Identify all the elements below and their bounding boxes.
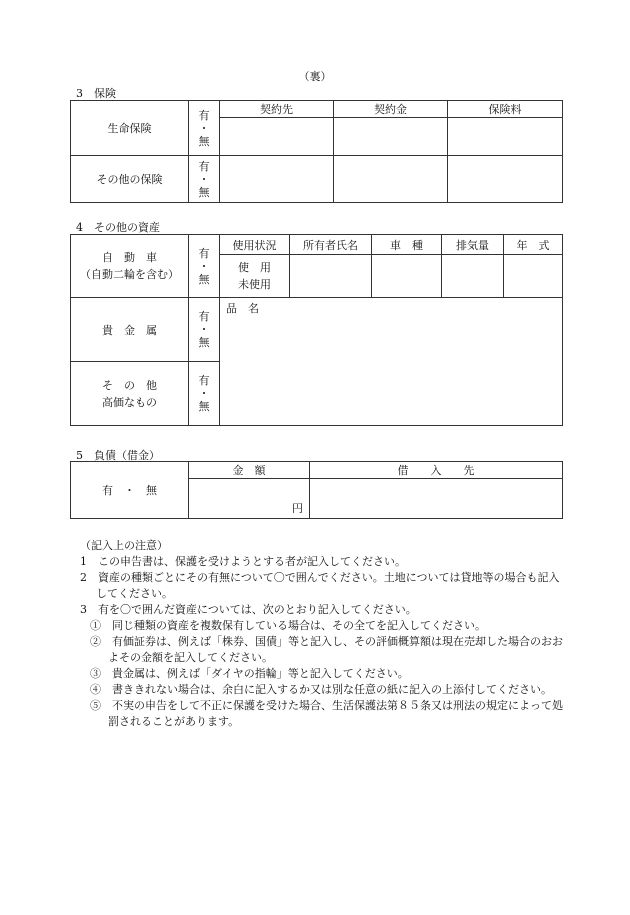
- insurance-header-premium: 保険料: [448, 101, 563, 118]
- note-subitem: ② 有価証券は、例えば「株券、国債」等と記入し、その評価概算額は現在売却した場合のおおよその金額を記入してください。: [90, 635, 563, 664]
- usage-unused: 未使用: [238, 278, 271, 291]
- car-label: [71, 235, 189, 298]
- dot-mark: ・: [198, 323, 210, 336]
- insurance-row-label: 生命保険: [71, 101, 189, 156]
- dot-mark: ・: [198, 121, 210, 135]
- assets-table: [70, 234, 563, 426]
- debt-lender-cell[interactable]: [310, 479, 563, 519]
- other-label-main: そ の 他: [102, 378, 157, 392]
- note-subitem: ③ 貴金属は、例えば「ダイヤの指輪」等と記入してください。: [90, 667, 409, 680]
- no-mark: 無: [198, 134, 210, 148]
- usage-status-cell[interactable]: [220, 255, 290, 298]
- yes-mark: 有: [198, 310, 210, 323]
- debt-presence[interactable]: 有 ・ 無: [71, 462, 189, 519]
- dot-mark: ・: [198, 259, 210, 273]
- yes-mark: 有: [198, 246, 210, 260]
- note-subitem: ⑤ 不実の申告をして不正に保護を受けた場合、生活保護法第８５条又は刑法の規定によって処罰されることがあります。: [90, 699, 563, 728]
- car-header-model: 車 種: [372, 235, 442, 255]
- no-mark: 無: [198, 336, 210, 349]
- input-cell[interactable]: [442, 255, 504, 298]
- input-cell[interactable]: [334, 118, 448, 156]
- insurance-table: [70, 100, 563, 203]
- input-cell[interactable]: [220, 156, 334, 203]
- precious-metal-label: 貴 金 属: [71, 298, 189, 362]
- dot-mark: ・: [198, 387, 210, 400]
- notes: [80, 538, 570, 730]
- car-label-main: 自 動 車: [102, 251, 157, 264]
- item-name-label: 品 名: [226, 302, 259, 315]
- insurance-header-amount: 契約金: [334, 101, 448, 118]
- yes-mark: 有: [198, 374, 210, 387]
- insurance-row-label: その他の保険: [71, 156, 189, 203]
- page-label: （裏）: [298, 70, 332, 83]
- car-label-sub: （自動二輪を含む）: [80, 268, 179, 281]
- no-mark: 無: [198, 400, 210, 413]
- note-subitem: ① 同じ種類の資産を複数保有している場合は、その全てを記入してください。: [90, 619, 486, 632]
- item-name-cell[interactable]: [220, 298, 563, 426]
- presence-marker[interactable]: [189, 235, 220, 298]
- input-cell[interactable]: [220, 118, 334, 156]
- usage-in-use: 使 用: [238, 261, 271, 274]
- debt-amount-header: 金 額: [189, 462, 310, 479]
- yes-mark: 有: [198, 159, 210, 173]
- other-label-sub: 高価なもの: [102, 395, 157, 409]
- input-cell[interactable]: [334, 156, 448, 203]
- assets-section-title: 4 その他の資産: [76, 221, 160, 234]
- input-cell[interactable]: [504, 255, 563, 298]
- presence-marker[interactable]: [189, 101, 220, 156]
- input-cell[interactable]: [448, 118, 563, 156]
- input-cell[interactable]: [448, 156, 563, 203]
- note-item: 2 資産の種類ごとにその有無について〇で囲んでください。土地については貸地等の場合も記入してください。: [80, 571, 560, 600]
- other-valuables-label: [71, 362, 189, 426]
- insurance-section-title: 3 保険: [76, 87, 116, 100]
- note-subitem: ④ 書ききれない場合は、余白に記入するか又は別な任意の紙に記入の上添付してください。: [90, 683, 552, 696]
- car-header-owner: 所有者氏名: [290, 235, 372, 255]
- yes-mark: 有: [198, 108, 210, 122]
- car-header-displacement: 排気量: [442, 235, 504, 255]
- input-cell[interactable]: [290, 255, 372, 298]
- car-header-year: 年 式: [504, 235, 563, 255]
- input-cell[interactable]: [372, 255, 442, 298]
- debt-table: [70, 461, 563, 519]
- car-header-usage: 使用状況: [220, 235, 290, 255]
- no-mark: 無: [198, 272, 210, 286]
- no-mark: 無: [198, 185, 210, 199]
- debt-section-title: 5 負債（借金）: [76, 449, 160, 462]
- notes-heading: （記入上の注意）: [80, 539, 168, 552]
- presence-marker[interactable]: [189, 298, 220, 362]
- dot-mark: ・: [198, 172, 210, 186]
- debt-lender-header: 借 入 先: [310, 462, 563, 479]
- presence-marker[interactable]: [189, 362, 220, 426]
- insurance-header-contractor: 契約先: [220, 101, 334, 118]
- presence-marker[interactable]: [189, 156, 220, 203]
- yen-unit: 円: [292, 502, 303, 515]
- note-item: 3 有を〇で囲んだ資産については、次のとおり記入してください。: [80, 603, 417, 616]
- debt-amount-cell[interactable]: [189, 479, 310, 519]
- note-item: 1 この申告書は、保護を受けようとする者が記入してください。: [80, 555, 406, 568]
